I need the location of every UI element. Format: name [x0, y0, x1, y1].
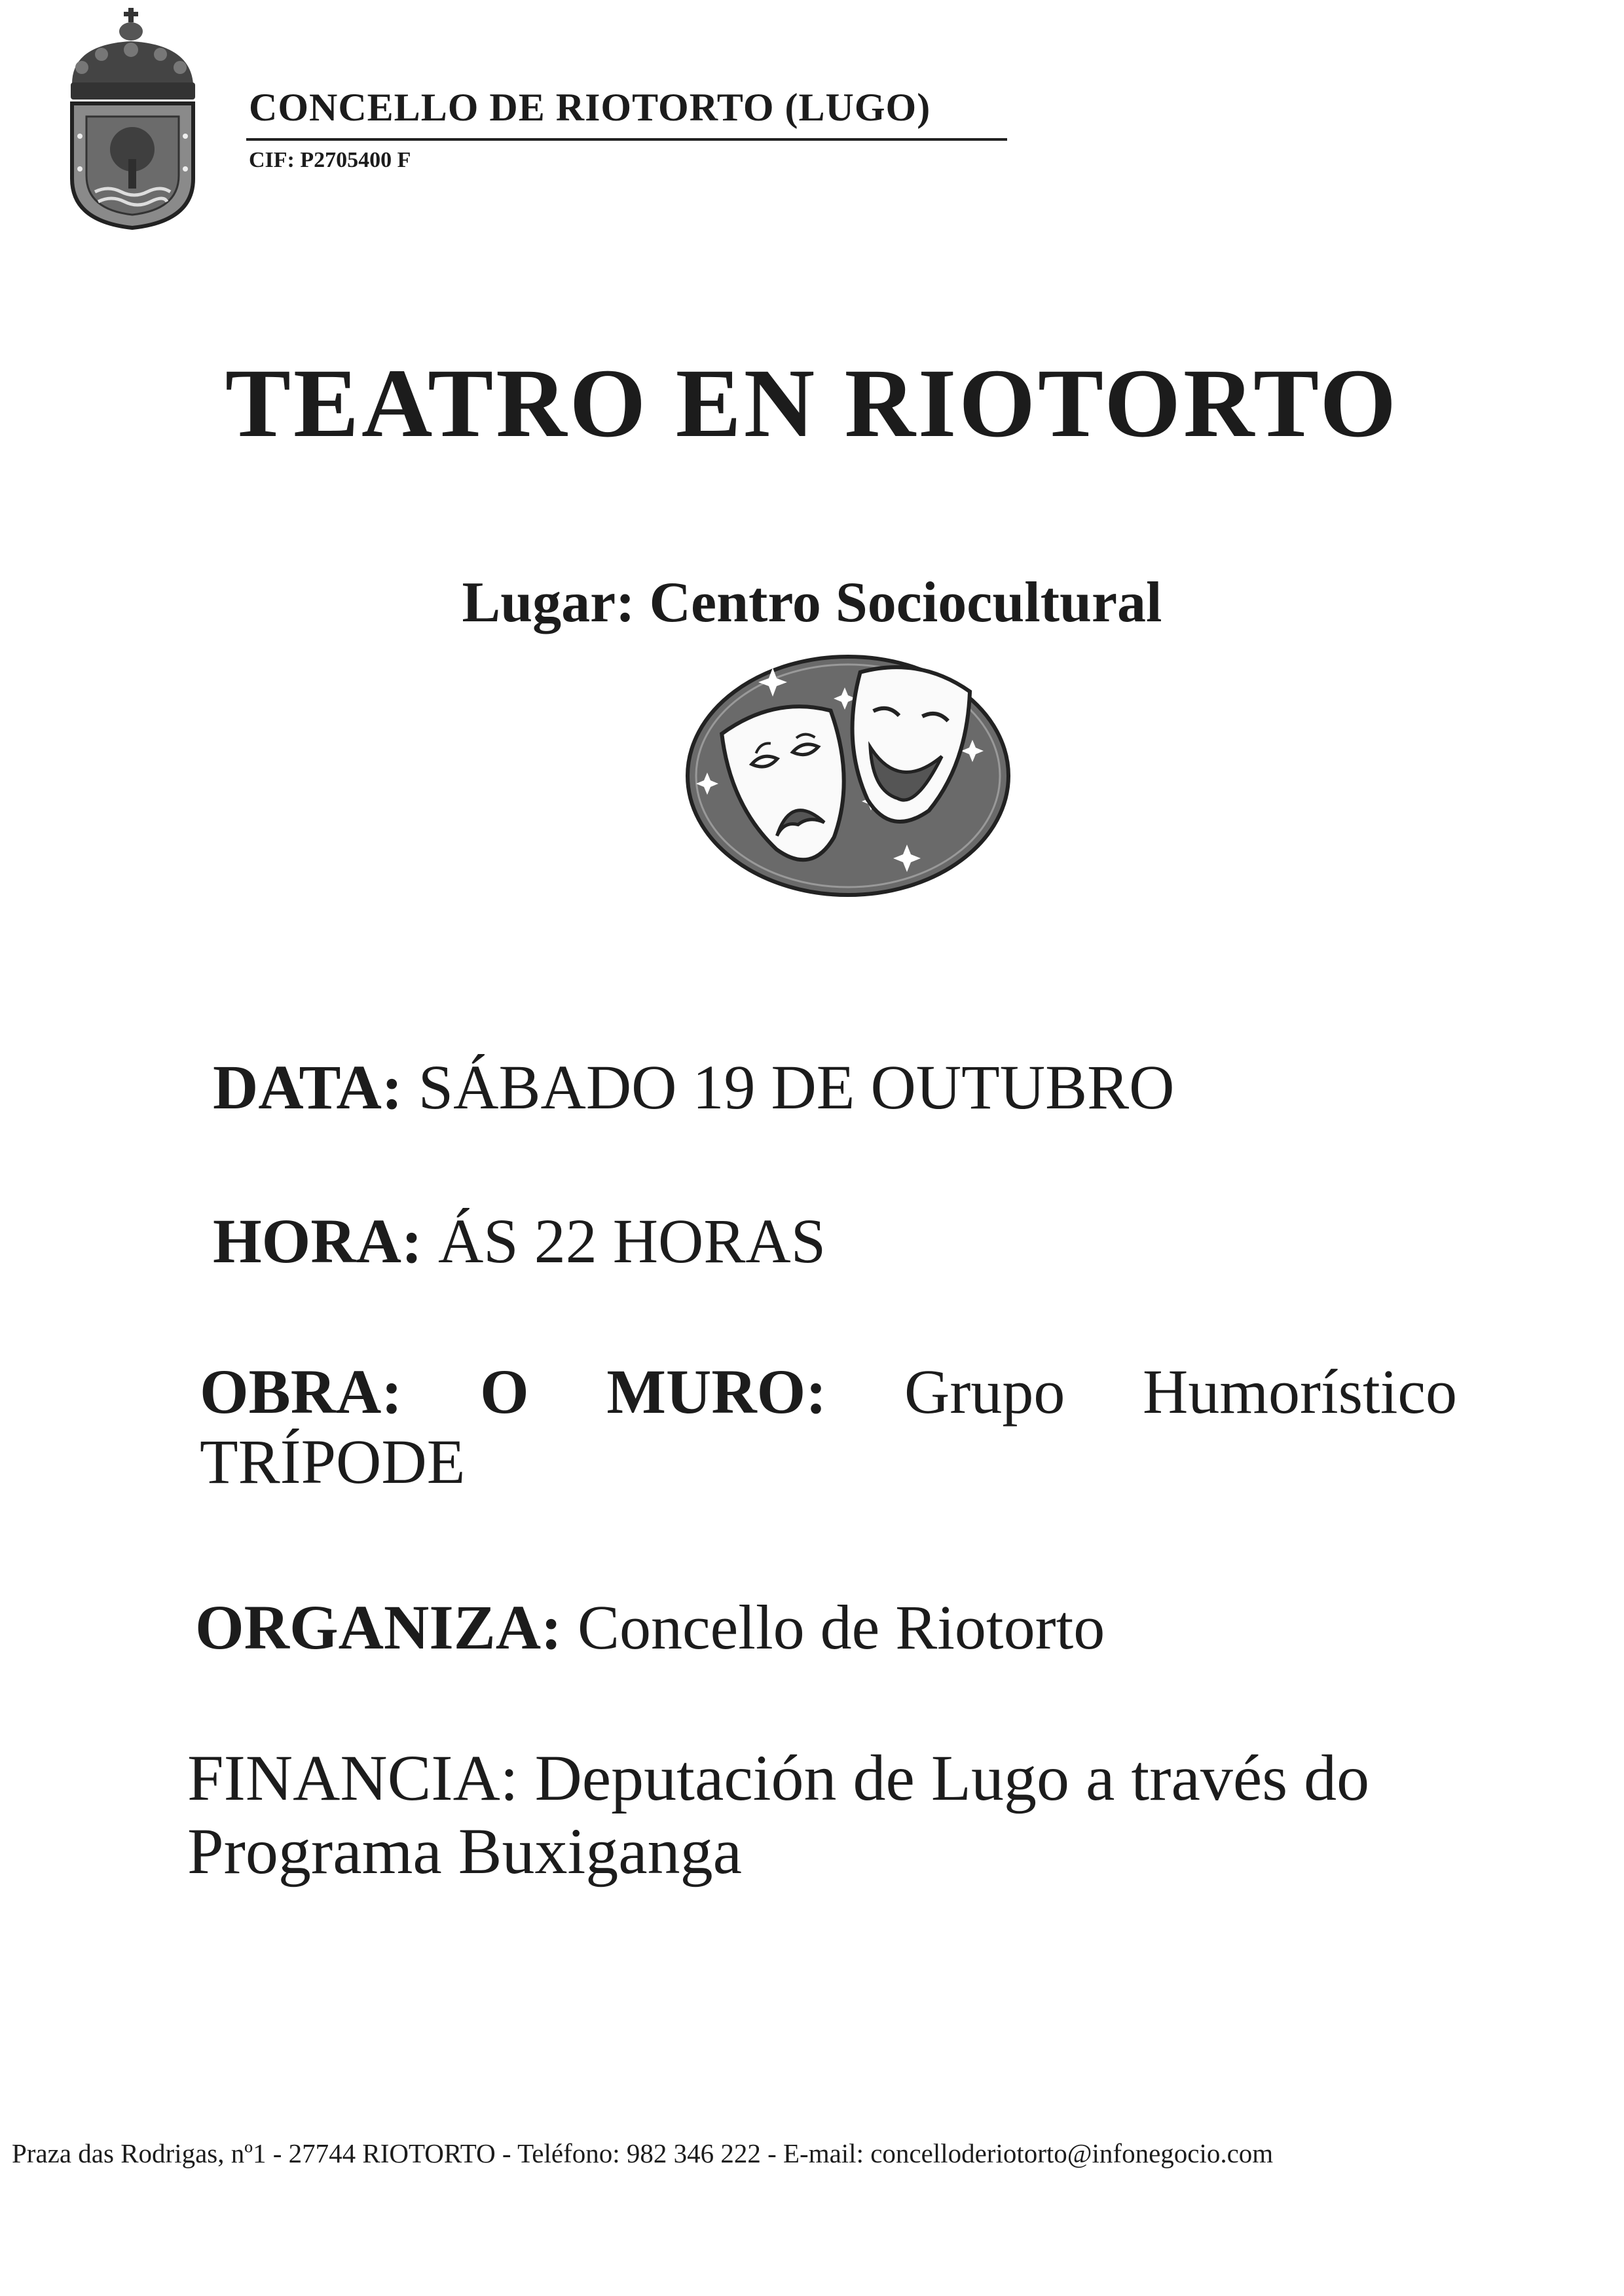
organizer-value: Concello de Riotorto	[578, 1592, 1105, 1662]
theater-masks-icon	[681, 642, 1015, 900]
poster-title: TEATRO EN RIOTORTO	[225, 349, 1399, 458]
time-label: HORA:	[213, 1206, 422, 1276]
play-group-name: TRÍPODE	[200, 1427, 466, 1497]
footer-contact: Praza das Rodrigas, nº1 - 27744 RIOTORTO - Teléfono: 982 346 222 - E-mail: concelloderiotorto@infonegocio.com	[12, 2138, 1274, 2168]
venue-line: Lugar: Centro Sociocultural	[462, 571, 1162, 634]
time-value: ÁS 22 HORAS	[437, 1206, 826, 1276]
play-group-word-1: Grupo	[904, 1357, 1065, 1427]
funding-line-2: Programa Buxiganga	[187, 1815, 743, 1887]
play-title-word-2: MURO:	[606, 1357, 827, 1427]
event-date	[213, 1051, 1174, 1123]
organizer-label: ORGANIZA:	[195, 1592, 563, 1662]
coat-of-arms-icon	[59, 5, 206, 231]
play-title-word-1: O	[480, 1357, 529, 1427]
organization-name: CONCELLO DE RIOTORTO (LUGO)	[249, 86, 931, 129]
funding-line-1: FINANCIA: Deputación de Lugo a través do	[187, 1741, 1370, 1814]
event-funding	[187, 1741, 1369, 1888]
event-organizer	[195, 1591, 1105, 1664]
play-group-word-2: Humorístico	[1143, 1357, 1457, 1427]
date-label: DATA:	[213, 1052, 403, 1122]
event-time	[213, 1205, 826, 1277]
date-value: SÁBADO 19 DE OUTUBRO	[418, 1052, 1175, 1122]
tax-id: CIF: P2705400 F	[249, 148, 411, 172]
event-play	[200, 1355, 1457, 1498]
play-label: OBRA:	[200, 1357, 403, 1427]
header-divider	[246, 138, 1007, 141]
